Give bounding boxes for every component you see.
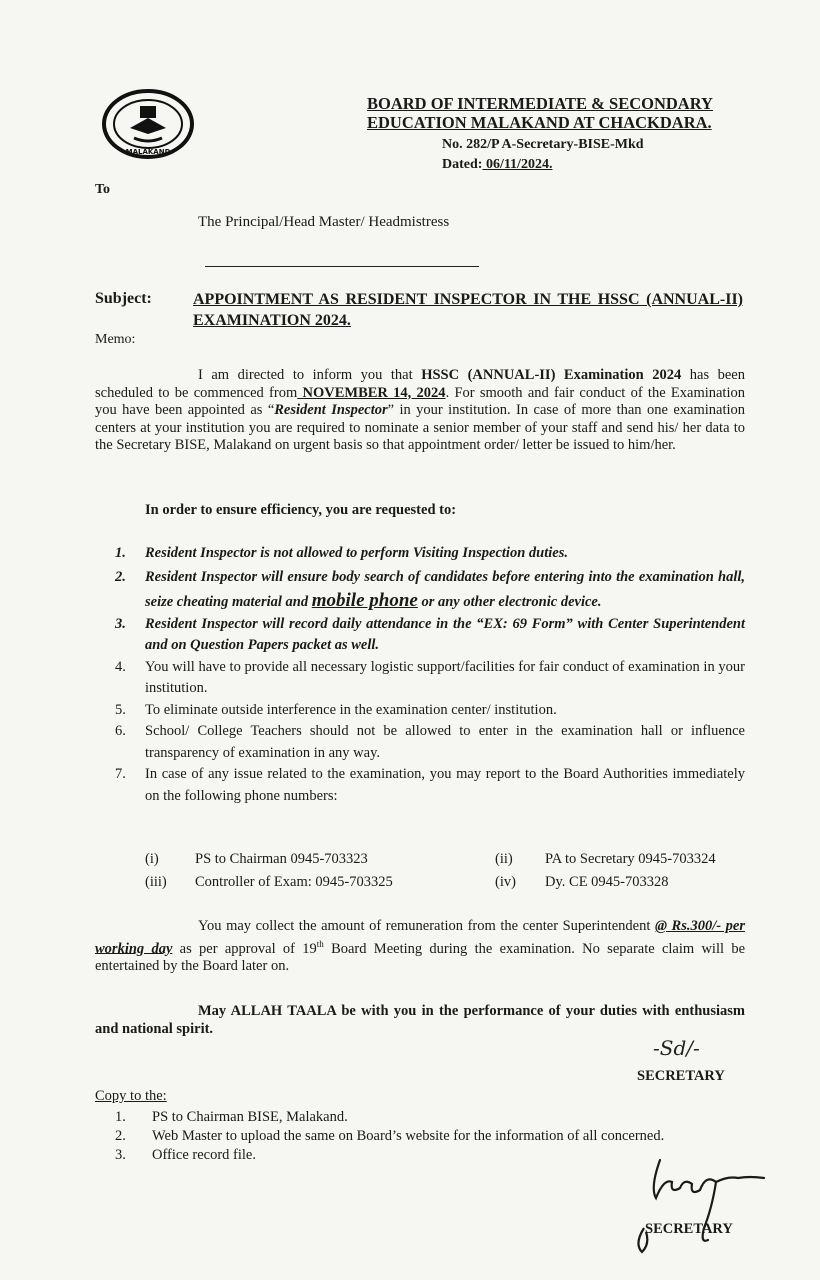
intro-paragraph: I am directed to inform you that HSSC (ANNUAL-II) Examination 2024 has been scheduled to be commenced from NOVEMBER 14, 2024. For smooth and fair conduct of the Examination you have been appointed as “Resident Inspector” in your institution. In case of more than one examination centers at your institution you are required to nominate a senior member of your staff and send his/ her data to the Secretary BISE, Malakand on urgent basis so that appointment order/ letter be issued to him/her. <box>95 367 745 453</box>
board-seal-logo <box>98 88 198 164</box>
list-item: 5. To eliminate outside interference in the examination center/ institution. <box>115 701 557 718</box>
phone-index: (i) <box>145 851 159 867</box>
date-value: 06/11/2024. <box>482 157 553 172</box>
exam-name: HSSC (ANNUAL-II) Examination 2024 <box>421 367 682 383</box>
remuneration-paragraph: You may collect the amount of remuneration from the center Superintendent @ Rs.300/- per working day as per approval of 19th Board Meeting during the examination. No separate claim will be entertained by the Board later on. <box>95 918 746 974</box>
subject-text: APPOINTMENT AS RESIDENT INSPECTOR IN THE HSSC (ANNUAL-II) EXAMINATION 2024. <box>193 291 743 329</box>
addressee: The Principal/Head Master/ Headmistress <box>198 214 450 230</box>
secretary-label: SECRETARY <box>637 1068 725 1084</box>
copy-item-number: 3. <box>115 1147 126 1163</box>
list-item: 7. In case of any issue related to the examination, you may report to the Board Authorities immediately on the following phone numbers: <box>115 766 745 804</box>
subject-label: Subject: <box>95 290 152 307</box>
role-name: Resident Inspector <box>274 402 388 418</box>
letterhead-line-1: BOARD OF INTERMEDIATE & SECONDARY <box>367 94 713 113</box>
copy-item-text: PS to Chairman BISE, Malakand. <box>152 1109 348 1125</box>
phone-entry: Dy. CE 0945-703328 <box>545 874 669 890</box>
secretary-label-stamp: SECRETARY <box>645 1221 733 1237</box>
address-blank-line <box>205 266 479 267</box>
copy-item-text: Office record file. <box>152 1147 256 1163</box>
list-item: 1. Resident Inspector is not allowed to perform Visiting Inspection duties. <box>115 545 568 561</box>
closing-paragraph: May ALLAH TAALA be with you in the performance of your duties with enthusiasm and national spirit. <box>95 1003 745 1037</box>
date-label: Dated: <box>442 157 483 172</box>
copy-to-heading: Copy to the: <box>95 1088 167 1104</box>
copy-item-number: 1. <box>115 1109 126 1125</box>
phone-index: (ii) <box>495 851 513 867</box>
remuneration-rate: @ Rs.300/- per working day <box>95 918 745 957</box>
logo-text: MALAKAND <box>125 148 171 156</box>
date-line <box>442 157 552 173</box>
phone-entry: PA to Secretary 0945-703324 <box>545 851 716 867</box>
letterhead-line-2: EDUCATION MALAKAND AT CHACKDARA. <box>367 113 712 132</box>
reference-number: No. 282/P A-Secretary-BISE-Mkd <box>442 137 644 152</box>
ensure-heading: In order to ensure efficiency, you are requested to: <box>145 502 457 518</box>
sd-signature <box>645 1033 755 1067</box>
mobile-phone-emphasis: mobile phone <box>311 589 418 611</box>
instruction-list <box>95 543 745 807</box>
list-item: 4. You will have to provide all necessary logistic support/facilities for fair conduct of examination in your institution. <box>115 658 745 696</box>
handwritten-signature <box>620 1148 780 1258</box>
to-label: To <box>95 182 111 197</box>
svg-text:-Sd/-: -Sd/- <box>653 1036 700 1060</box>
copy-item-text: Web Master to upload the same on Board’s website for the information of all concerned. <box>152 1128 665 1144</box>
copy-item-number: 2. <box>115 1128 126 1144</box>
phone-entry: PS to Chairman 0945-703323 <box>195 851 368 867</box>
memo-label: Memo: <box>95 332 136 347</box>
list-item: 6. School/ College Teachers should not be allowed to enter in the examination hall or influence transparency of examination in any way. <box>115 723 745 761</box>
list-item: 3. Resident Inspector will record daily attendance in the “EX: 69 Form” with Center Superintendent and on Question Papers packet as well. <box>115 615 745 653</box>
phone-entry: Controller of Exam: 0945-703325 <box>195 874 393 890</box>
exam-start-date: NOVEMBER 14, 2024 <box>297 384 446 401</box>
list-item: 2. Resident Inspector will ensure body search of candidates before entering into the examination hall, seize cheating material and mobile phone or any other electronic device. <box>115 568 745 611</box>
letterhead <box>367 94 713 132</box>
phone-index: (iii) <box>145 874 167 890</box>
phone-index: (iv) <box>495 874 516 890</box>
